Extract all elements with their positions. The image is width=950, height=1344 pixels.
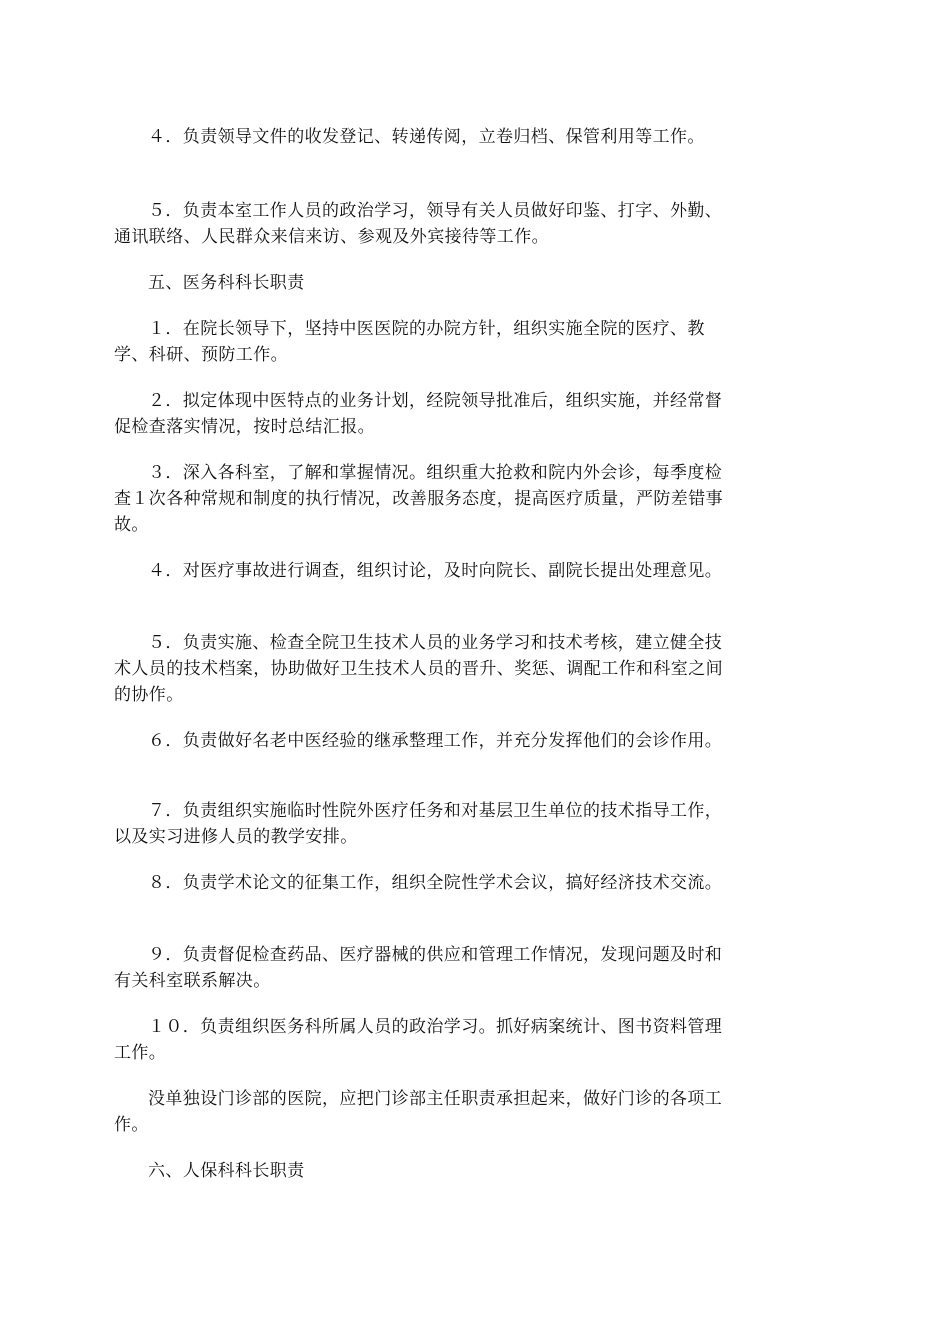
paragraph-item-2-medical: ２．拟定体现中医特点的业务计划，经院领导批准后，组织实施，并经常督促检查落实情况，按时总结汇报。 — [114, 391, 723, 437]
section-heading-medical-affairs: 五、医务科科长职责 — [148, 273, 305, 293]
paragraph-item-8-medical: ８．负责学术论文的征集工作，组织全院性学术会议，搞好经济技术交流。 — [148, 873, 723, 893]
paragraph-item-7-medical: ７．负责组织实施临时性院外医疗任务和对基层卫生单位的技术指导工作，以及实习进修人员的教学安排。 — [114, 801, 723, 847]
paragraph-item-6-medical: ６．负责做好名老中医经验的继承整理工作，并充分发挥他们的会诊作用。 — [148, 731, 723, 751]
paragraph-outpatient-note: 没单独设门诊部的医院，应把门诊部主任职责承担起来，做好门诊的各项工作。 — [114, 1089, 723, 1135]
paragraph-item-5-medical: ５．负责实施、检查全院卫生技术人员的业务学习和技术考核，建立健全技术人员的技术档案，协助做好卫生技术人员的晋升、奖惩、调配工作和科室之间的协作。 — [114, 633, 723, 705]
paragraph-item-3-medical: ３．深入各科室，了解和掌握情况。组织重大抢救和院内外会诊，每季度检查１次各种常规和制度的执行情况，改善服务态度，提高医疗质量，严防差错事故。 — [114, 463, 723, 535]
paragraph-item-9-medical: ９．负责督促检查药品、医疗器械的供应和管理工作情况，发现问题及时和有关科室联系解决。 — [114, 945, 723, 991]
paragraph-item-1-medical: １．在院长领导下，坚持中医医院的办院方针，组织实施全院的医疗、教学、科研、预防工作。 — [114, 319, 705, 365]
paragraph-item-10-medical: １０．负责组织医务科所属人员的政治学习。抓好病案统计、图书资料管理工作。 — [114, 1017, 723, 1063]
paragraph-item-4-medical: ４．对医疗事故进行调查，组织讨论，及时向院长、副院长提出处理意见。 — [148, 561, 723, 581]
section-heading-personnel: 六、人保科科长职责 — [148, 1161, 305, 1181]
paragraph-item-4-docs: ４．负责领导文件的收发登记、转递传阅，立卷归档、保管利用等工作。 — [148, 127, 705, 147]
paragraph-item-5-office-staff: ５．负责本室工作人员的政治学习，领导有关人员做好印鉴、打字、外勤、通讯联络、人民群众来信来访、参观及外宾接待等工作。 — [114, 201, 723, 247]
